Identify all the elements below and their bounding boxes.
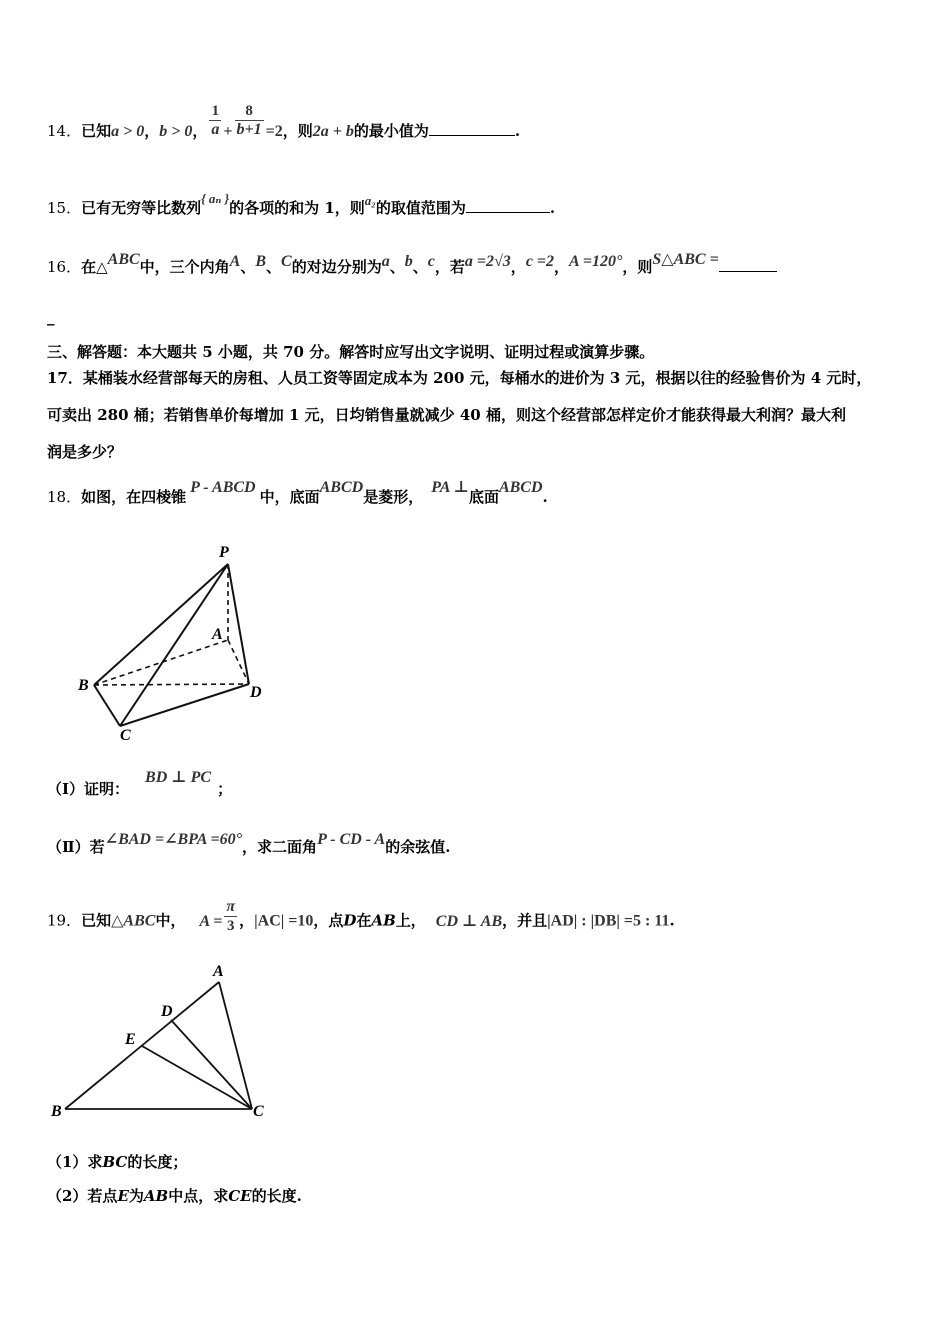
edge-BD bbox=[94, 684, 249, 685]
edge-PC bbox=[120, 564, 228, 726]
q18-math-base: ABCD bbox=[319, 479, 364, 496]
q16-math-abc: ABC bbox=[107, 251, 140, 268]
q18-part2-text: ，求二面角 bbox=[242, 838, 318, 856]
q14-text3: 的最小值为 bbox=[353, 122, 429, 140]
q16-number: 16． bbox=[47, 258, 82, 276]
q18-part-1 bbox=[47, 769, 233, 801]
q16-math-c: c bbox=[427, 253, 435, 270]
q19-number: 19． bbox=[47, 911, 82, 930]
q18-part-2 bbox=[47, 831, 451, 859]
q18-number: 18． bbox=[47, 488, 82, 506]
q16-math-A-value: A =120° bbox=[569, 253, 623, 270]
q18-text3: 是菱形， bbox=[363, 488, 424, 506]
q16-text: 在△ bbox=[81, 258, 108, 276]
q19-part2-e: E bbox=[117, 1187, 129, 1205]
question-18 bbox=[47, 479, 548, 509]
q16-math-B: B bbox=[255, 253, 267, 270]
q15-text: 已有无穷等比数列 bbox=[81, 199, 202, 217]
q19-part2-ab: AB bbox=[143, 1187, 169, 1205]
q14-math-expr: 2a + b bbox=[312, 123, 354, 140]
q16-math-c-value: c =2 bbox=[525, 253, 555, 270]
q18-end: . bbox=[542, 488, 548, 506]
q16-text3: 的对边分别为 bbox=[291, 258, 382, 276]
q18-math-pa: PA ⊥ bbox=[431, 479, 469, 496]
q16-sep: 、 bbox=[240, 258, 256, 276]
q14-frac1: $\frac{1}{a}$ bbox=[211, 102, 220, 138]
q18-part2-math: ∠BAD =∠BPA =60° bbox=[104, 831, 243, 848]
question-19 bbox=[47, 898, 675, 935]
label-P: P bbox=[219, 544, 229, 561]
segment-CE bbox=[142, 1046, 252, 1109]
q17-line-3: 润是多少？ bbox=[47, 443, 123, 461]
q19-part2-mid2: 中点，求 bbox=[168, 1187, 229, 1205]
label-C: C bbox=[120, 727, 131, 744]
q19-frac: $\frac{\pi}{3}$ bbox=[226, 898, 236, 934]
q14-text: 已知 bbox=[81, 122, 112, 140]
q19-end: . bbox=[669, 911, 675, 930]
section-3-heading: 三、解答题：本大题共 5 小题，共 70 分。解答时应写出文字说明、证明过程或演算步骤。 bbox=[47, 343, 655, 361]
q19-sep: ， bbox=[239, 911, 255, 930]
q15-text2: 的各项的和为 1，则 bbox=[229, 199, 365, 217]
q16-math-C: C bbox=[281, 253, 292, 270]
q18-math-pyramid: P - ABCD bbox=[190, 479, 256, 496]
edge-PD bbox=[228, 564, 249, 684]
q14-math-b: b > 0 bbox=[159, 123, 193, 140]
q19-text: 已知 bbox=[81, 911, 112, 930]
q19-math-A: A = bbox=[199, 912, 223, 930]
q14-frac2: $\frac{8}{b+1}$ bbox=[236, 102, 262, 138]
q19-segment-ab: AB bbox=[371, 911, 396, 930]
label-B: B bbox=[78, 677, 89, 694]
triangle-figure bbox=[45, 958, 285, 1128]
q14-number: 14． bbox=[47, 122, 82, 140]
label-A: A bbox=[213, 963, 224, 980]
label-B: B bbox=[51, 1103, 62, 1120]
q19-text6: ，并且 bbox=[502, 911, 548, 930]
q17-line-2: 可卖出 280 桶；若销售单价每增加 1 元，日均销售量就减少 40 桶，则这个经营部怎样定价才能获得最大利润？最大利 bbox=[47, 406, 846, 424]
q19-part1-text: （1）求 bbox=[47, 1153, 103, 1171]
q16-text5: ，则 bbox=[622, 258, 653, 276]
pyramid-figure bbox=[70, 535, 280, 750]
q18-part2-math2: P - CD - A bbox=[317, 831, 386, 848]
side-AB bbox=[65, 982, 219, 1109]
q19-part2-text: （2）若点 bbox=[47, 1187, 118, 1205]
q19-text5: 上， bbox=[395, 911, 426, 930]
q19-text4: 在 bbox=[356, 911, 372, 930]
q15-end: . bbox=[549, 199, 556, 217]
q18-text2: 中，底面 bbox=[259, 488, 320, 506]
edge-BA bbox=[94, 640, 228, 685]
q16-sep3: 、 bbox=[389, 258, 405, 276]
label-E: E bbox=[125, 1031, 136, 1048]
label-D: D bbox=[161, 1003, 173, 1020]
label-C: C bbox=[253, 1103, 264, 1120]
q16-math-b: b bbox=[404, 253, 413, 270]
q17-line-1: 17．某桶装水经营部每天的房租、人员工资等固定成本为 200 元，每桶水的进价为 3 元，根据以往的经验售价为 4 元时， bbox=[47, 369, 872, 387]
q15-math-seq: { aₙ } bbox=[201, 191, 230, 206]
q18-part1-end: ； bbox=[217, 780, 233, 798]
q16-sep5: ， bbox=[510, 258, 526, 276]
q19-math-perp: CD ⊥ AB bbox=[435, 912, 503, 930]
q19-part1-bc: BC bbox=[102, 1153, 128, 1171]
q19-text2: 中， bbox=[155, 911, 186, 930]
question-14 bbox=[47, 102, 521, 143]
q14-eq: =2 bbox=[265, 123, 283, 140]
q14-math-a: a > 0 bbox=[111, 123, 145, 140]
q19-point-d: D bbox=[343, 911, 357, 930]
q14-sep: ， bbox=[144, 122, 160, 140]
q19-math-triangle: △ABC bbox=[111, 912, 156, 930]
question-16 bbox=[47, 251, 777, 279]
q14-answer-blank[interactable] bbox=[429, 135, 515, 136]
q16-tail: _ bbox=[47, 308, 55, 326]
q16-math-area: S△ABC = bbox=[652, 251, 719, 268]
q16-answer-blank[interactable] bbox=[719, 271, 777, 272]
q15-number: 15． bbox=[47, 199, 82, 217]
q19-part-2 bbox=[47, 1185, 302, 1207]
edge-BC bbox=[94, 685, 120, 726]
q19-part2-end: 的长度. bbox=[251, 1187, 302, 1205]
q19-part-1 bbox=[47, 1151, 187, 1173]
q18-part2-label: （Ⅱ）若 bbox=[47, 838, 105, 856]
q15-text3: 的取值范围为 bbox=[375, 199, 466, 217]
q16-sep6: ， bbox=[554, 258, 570, 276]
q18-math-base2: ABCD bbox=[498, 479, 543, 496]
q18-text4: 底面 bbox=[468, 488, 499, 506]
edge-CD bbox=[120, 684, 249, 726]
q14-text2: ，则 bbox=[282, 122, 313, 140]
q19-math-ratio: |AD| : |DB| =5 : 11 bbox=[547, 912, 670, 930]
q16-sep4: 、 bbox=[412, 258, 428, 276]
q19-part2-mid: 为 bbox=[128, 1187, 144, 1205]
q19-math-ac: |AC| =10 bbox=[254, 912, 314, 930]
question-15 bbox=[47, 191, 556, 220]
q16-text2: 中，三个内角 bbox=[139, 258, 230, 276]
q16-text4: ，若 bbox=[434, 258, 465, 276]
q18-part1-math: BD ⊥ PC bbox=[145, 769, 212, 786]
q18-part2-end: 的余弦值. bbox=[385, 838, 451, 856]
q16-sep2: 、 bbox=[266, 258, 282, 276]
q15-math-a2: a₂ bbox=[364, 193, 376, 208]
q15-answer-blank[interactable] bbox=[466, 212, 550, 213]
q19-part2-ce: CE bbox=[228, 1187, 252, 1205]
q16-math-a-value: a =2√3 bbox=[464, 253, 511, 270]
q18-part1-label: （Ⅰ）证明： bbox=[47, 780, 130, 798]
q19-part1-end: 的长度； bbox=[127, 1153, 188, 1171]
q16-math-a: a bbox=[381, 253, 390, 270]
q14-end: . bbox=[514, 122, 521, 140]
label-A: A bbox=[212, 626, 223, 643]
q14-sep2: ， bbox=[192, 122, 208, 140]
q18-text: 如图，在四棱锥 bbox=[81, 488, 187, 506]
label-D: D bbox=[250, 684, 262, 701]
q19-text3: ，点 bbox=[313, 911, 344, 930]
q16-math-A: A bbox=[229, 253, 241, 270]
q14-plus: + bbox=[223, 123, 233, 140]
edge-PB bbox=[94, 564, 228, 685]
